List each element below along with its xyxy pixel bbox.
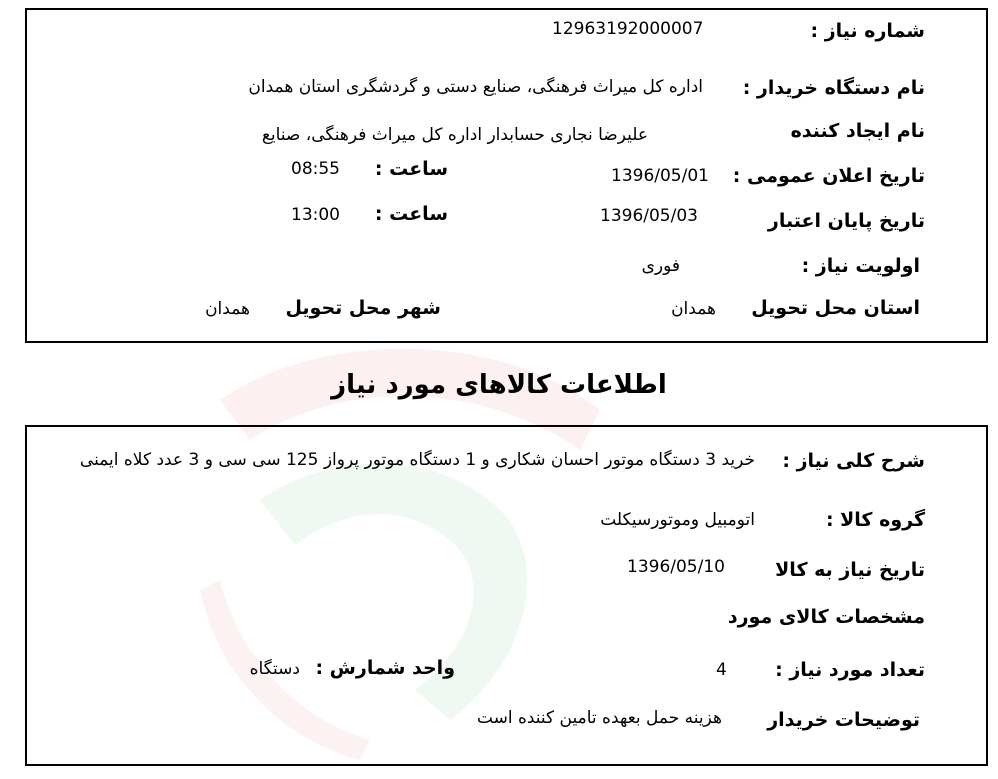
delivery-province-label: استان محل تحویل <box>751 297 920 319</box>
announce-date-value: 1396/05/01 <box>611 166 709 186</box>
unit-value: دستگاه <box>249 659 300 679</box>
validity-date-label: تاریخ پایان اعتبار <box>767 210 925 232</box>
announce-time-value: 08:55 <box>291 159 340 179</box>
quantity-label: تعداد مورد نیاز : <box>775 659 925 681</box>
description-label: شرح کلی نیاز : <box>782 450 925 472</box>
delivery-city-label: شهر محل تحویل <box>285 297 441 319</box>
validity-date-value: 1396/05/03 <box>600 206 698 226</box>
need-date-label: تاریخ نیاز به کالا <box>775 559 925 581</box>
section-title: اطلاعات کالاهای مورد نیاز <box>331 370 667 400</box>
buyer-notes-value: هزینه حمل بعهده تامین کننده است <box>476 708 722 728</box>
delivery-province-value: همدان <box>671 299 716 319</box>
creator-label: نام ایجاد کننده <box>790 120 925 142</box>
announce-date-label: تاریخ اعلان عمومی : <box>732 165 925 187</box>
need-number-label: شماره نیاز : <box>810 20 925 42</box>
goods-group-value: اتومبیل وموتورسیکلت <box>600 510 755 530</box>
buyer-org-label: نام دستگاه خریدار : <box>742 77 925 99</box>
buyer-notes-label: توضیحات خریدار <box>767 709 920 731</box>
priority-value: فوری <box>641 256 680 276</box>
announce-time-label: ساعت : <box>374 158 448 180</box>
priority-label: اولویت نیاز : <box>801 255 920 277</box>
description-value: خرید 3 دستگاه موتور احسان شکاری و 1 دستگاه موتور پرواز 125 سی سی و 3 عدد کلاه ایمنی <box>79 450 755 470</box>
need-date-value: 1396/05/10 <box>627 557 725 577</box>
validity-time-label: ساعت : <box>374 203 448 225</box>
goods-group-label: گروه کالا : <box>825 509 925 531</box>
delivery-city-value: همدان <box>205 299 250 319</box>
quantity-value: 4 <box>716 660 727 680</box>
creator-value: علیرضا نجاری حسابدار اداره کل میراث فرهنگی، صنایع <box>261 125 648 145</box>
buyer-org-value: اداره کل میراث فرهنگی، صنایع دستی و گردشگری استان همدان <box>248 77 703 97</box>
validity-time-value: 13:00 <box>291 205 340 225</box>
need-number-value: 12963192000007 <box>552 19 704 39</box>
unit-label: واحد شمارش : <box>315 657 455 679</box>
specs-label: مشخصات کالای مورد <box>727 606 925 628</box>
